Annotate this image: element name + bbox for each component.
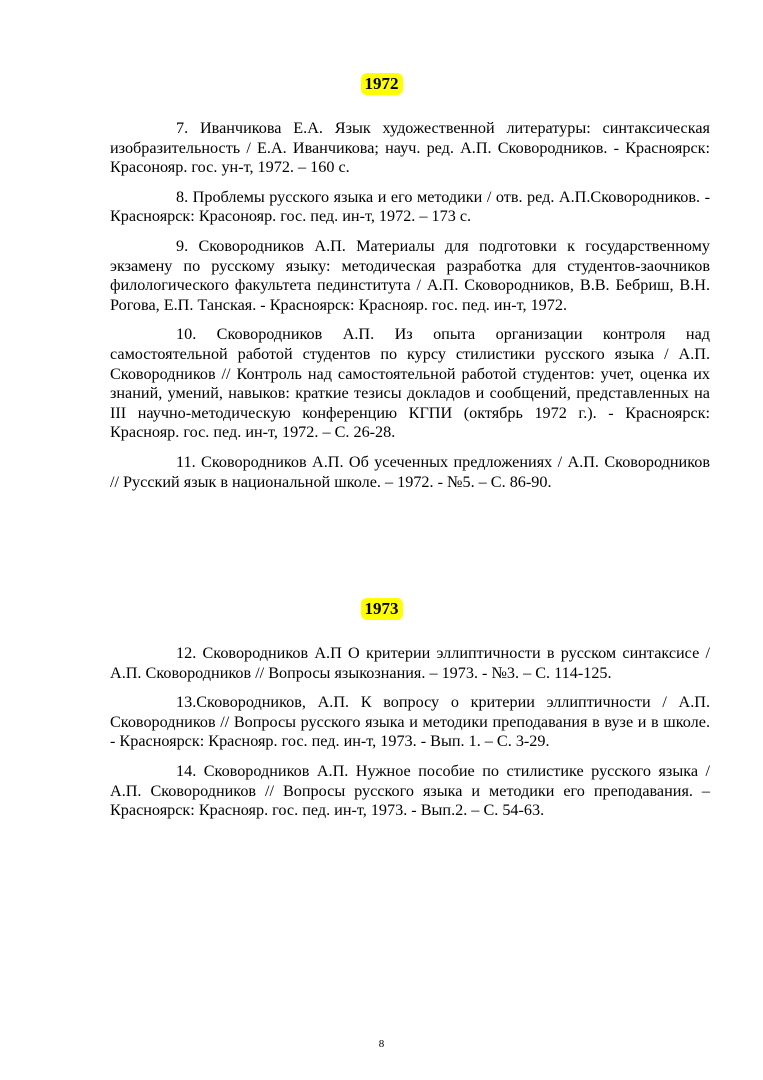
bibliography-entry-11: 11. Сковородников А.П. Об усеченных предложениях / А.П. Сковородников // Русский язык в национальной школе. – 1972. - №5. – С. 86-90. [110,452,710,491]
bibliography-list-1972 [110,119,710,502]
bibliography-entry-12: 12. Сковородников А.П О критерии эллиптичности в русском синтаксисе / А.П. Сковородников // Вопросы языкознания. – 1973. - №3. – С. 114-125. [110,644,710,682]
year-heading: 1973 [361,598,403,620]
bibliography-entry-10: 10. Сковородников А.П. Из опыта организации контроля над самостоятельной работой студентов по курсу стилистики русского языка / А.П. Сковородников // Контроль над самостоятельной работой студентов: учет, оценка их знаний, умений, навыков: краткие тезисы докладов и сообщений, представленных на III научно-методическую конференцию КГПИ (октябрь 1972 г.). - Красноярск: Краснояр. гос. пед. ин-т, 1972. – С. 26-28. [110,325,710,442]
year-heading: 1972 [361,73,403,95]
page-number: 8 [378,1038,385,1050]
bibliography-entry-14: 14. Сковородников А.П. Нужное пособие по стилистике русского языка / А.П. Сковородников // Вопросы русского языка и методики его преподавания. – Красноярск: Краснояр. гос. пед. ин-т, 1973. - Вып.2. – С. 54-63. [110,761,710,820]
section-year-1973 [0,598,763,620]
bibliography-entry-8: 8. Проблемы русского языка и его методики / отв. ред. А.П.Сковородников. - Красноярск: Красонояр. гос. пед. ин-т, 1972. – 173 с. [110,187,710,226]
bibliography-entry-13: 13.Сковородников, А.П. К вопросу о критерии эллиптичности / А.П. Сковородников // Вопросы русского языка и методики преподавания в вузе и в школе. - Красноярск: Краснояр. гос. пед. ин-т, 1973. - Вып. 1. – С. 3-29. [110,693,710,751]
section-year-1972 [0,73,763,95]
bibliography-entry-9: 9. Сковородников А.П. Материалы для подготовки к государственному экзамену по русскому языку: методическая разработка для студентов-заочников филологического факультета пединститута / А.П. Сковородников, В.В. Бебриш, В.Н. Рогова, Е.П. Танская. - Красноярск: Краснояр. гос. пед. ин-т, 1972. [110,236,710,314]
bibliography-entry-7: 7. Иванчикова Е.А. Язык художественной литературы: синтаксическая изобразительность / Е.А. Иванчикова; науч. ред. А.П. Сковородников. - Красноярск: Красонояр. гос. ун-т, 1972. – 160 с. [110,119,710,177]
bibliography-list-1973 [110,644,710,831]
